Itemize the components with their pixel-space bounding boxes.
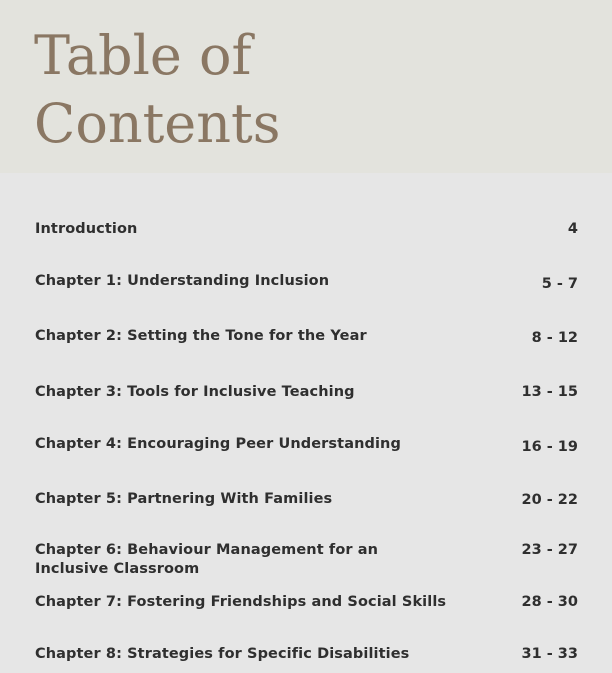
- toc-entry-pages: 20 - 22: [521, 492, 578, 508]
- toc-entry-chapter-4[interactable]: [35, 435, 578, 475]
- toc-entry-pages: 23 - 27: [521, 542, 578, 558]
- toc-entry-title: Chapter 6: Behaviour Management for an Inclusive Classroom: [35, 542, 379, 577]
- toc-entry-chapter-5[interactable]: [35, 490, 578, 530]
- toc-entry-title: Chapter 4: Encouraging Peer Understanding: [35, 436, 401, 452]
- toc-entry-title: Chapter 8: Strategies for Specific Disabilities: [35, 646, 410, 662]
- toc-entry-chapter-1[interactable]: [35, 272, 578, 312]
- page-title-line-1: Table of: [34, 24, 252, 87]
- toc-entry-title: Chapter 7: Fostering Friendships and Social Skills: [35, 594, 447, 610]
- toc-entry-pages: 31 - 33: [521, 646, 578, 662]
- toc-entry-chapter-7[interactable]: [35, 593, 578, 633]
- toc-entry-title: Introduction: [35, 221, 138, 237]
- toc-entry-pages: 4: [567, 221, 578, 237]
- toc-entry-title: Chapter 2: Setting the Tone for the Year: [35, 328, 367, 344]
- toc-entry-pages: 16 - 19: [521, 439, 578, 455]
- toc-entry-pages: 5 - 7: [541, 276, 578, 292]
- toc-entry-pages: 13 - 15: [521, 384, 578, 400]
- toc-entry-chapter-2[interactable]: [35, 327, 578, 367]
- toc-entry-pages: 8 - 12: [531, 330, 578, 346]
- toc-entry-introduction[interactable]: [35, 220, 578, 260]
- toc-entry-title: Chapter 1: Understanding Inclusion: [35, 273, 330, 289]
- page-title-line-2: Contents: [34, 92, 281, 155]
- toc-entry-title: Chapter 3: Tools for Inclusive Teaching: [35, 384, 355, 400]
- toc-entry-chapter-3[interactable]: [35, 383, 578, 423]
- toc-entry-pages: 28 - 30: [521, 594, 578, 610]
- toc-entry-chapter-6[interactable]: [35, 541, 578, 581]
- toc-entry-title: Chapter 5: Partnering With Families: [35, 491, 333, 507]
- toc-entry-chapter-8[interactable]: [35, 645, 578, 673]
